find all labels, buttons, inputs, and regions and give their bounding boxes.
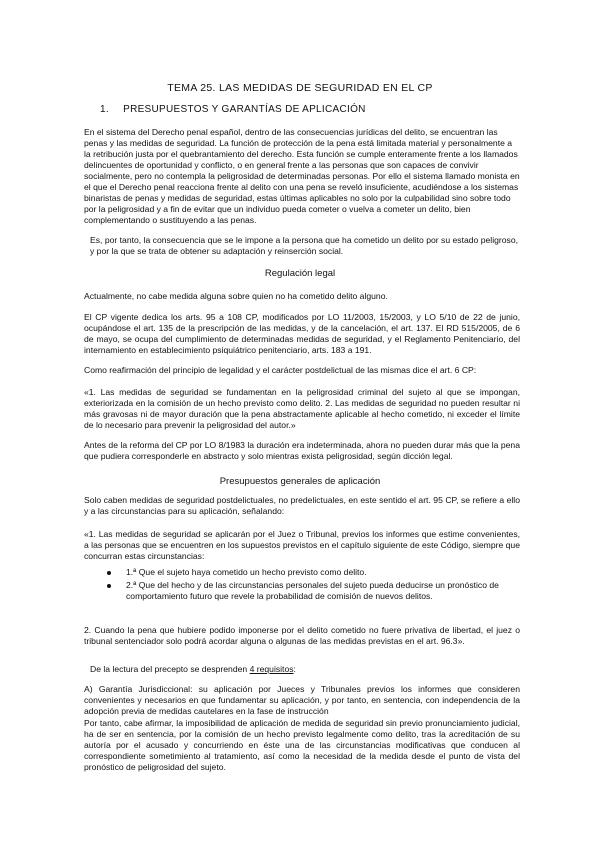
requisitos-colon: : [293, 664, 296, 674]
quote-art-95: «1. Las medidas de seguridad se aplicarán por el Juez o Tribunal, previos los informes que estime convenientes, a las personas que se encuentren en los supuestos previstos en el capítulo siguiente de este Código, siempre que concurran estas circunstancias: [84, 529, 520, 561]
paragraph-postdelictuales: Solo caben medidas de seguridad postdelictuales, no predelictuales, en este sentido el art. 95 CP, se refiere a ello y a las circunstancias para su aplicación, señalando: [84, 495, 520, 516]
paragraph-reforma: Antes de la reforma del CP por LO 8/1983 la duración era indeterminada, ahora no pueden durar más que la pena que pudiera corresponderle en abstracto y solo mientras exista peligrosidad, según dicción legal. [84, 440, 520, 461]
paragraph-cp-vigente: El CP vigente dedica los arts. 95 a 108 CP, modificados por LO 11/2003, 15/2003, y LO 5/10 de 22 de junio, ocupándose el art. 135 de la prescripción de las medidas, y de la cancelación, el art. 137. El RD 515/2005, de 6 de mayo, se ocupa del cumplimiento de determinadas medidas de seguridad, y el Reglamento Penitenciario, del internamiento en establecimiento psiquiátrico penitenciario, arts. 183 a 191. [84, 312, 520, 355]
paragraph-consecuencia: Es, por tanto, la consecuencia que se le impone a la persona que ha cometido un delito por su estado peligroso, y por la que se trata de obtener su adaptación y reinserción social. [90, 235, 518, 256]
requirements-list [104, 567, 504, 604]
section-heading [100, 104, 366, 115]
section-number: 1. [100, 104, 109, 115]
requisitos-count: 4 requisitos [249, 664, 294, 674]
list-item: 2.ª Que del hecho y de las circunstancias personales del sujeto pueda deducirse un pronóstico de comportamiento futuro que revele la probabilidad de comisión de nuevos delitos. [104, 580, 504, 602]
list-item: 1.ª Que el sujeto haya cometido un hecho previsto como delito. [104, 567, 504, 578]
document-title: TEMA 25. LAS MEDIDAS DE SEGURIDAD EN EL CP [167, 82, 433, 94]
quote-art-95-2: 2. Cuando la pena que hubiere podido imponerse por el delito cometido no fuere privativa de libertad, el juez o tribunal sentenciador solo podrá acordar alguna o algunas de las medidas previstas en el art. 96.3». [84, 625, 520, 646]
paragraph-reafirmacion: Como reafirmación del principio de legalidad y el carácter postdelictual de las mismas dice el art. 6 CP: [84, 365, 477, 375]
subheading-presupuestos: Presupuestos generales de aplicación [219, 476, 381, 487]
paragraph-requisitos [90, 664, 526, 675]
subheading-regulacion: Regulación legal [264, 268, 336, 279]
paragraph-garantia-jurisdiccional: A) Garantía Jurisdiccional: su aplicación por Jueces y Tribunales previos los informes que consideren convenientes y necesarios en que fundamentar su aplicación, y por tanto, en sentencia, con independencia de la adopción previa de medidas cautelares en la fase de instrucción [84, 684, 520, 716]
paragraph-actualmente: Actualmente, no cabe medida alguna sobre quien no ha cometido delito alguno. [84, 291, 388, 301]
section-title: PRESUPUESTOS Y GARANTÍAS DE APLICACIÓN [123, 104, 366, 115]
paragraph-conclusion: Por tanto, cabe afirmar, la imposibilidad de aplicación de medida de seguridad sin previo pronunciamiento judicial, ha de ser en sentencia, por la comisión de un hecho previsto legalmente como delito, tras la acreditación de su autoría por el acusado y concurriendo en éste una de las circunstancias modificativas que conducen al correspondiente sometimiento al tratamiento, así como la necesidad de la medida desde el punto de vista del pronóstico de peligrosidad del sujeto. [84, 718, 520, 772]
paragraph-intro: En el sistema del Derecho penal español, dentro de las consecuencias jurídicas del delito, se encuentran las penas y las medidas de seguridad. La función de protección de la pena está limitada material y personalmente a la retribución justa por el quebrantamiento del derecho. Esta función se cumple enteramente frente a los llamados delincuentes de oportunidad y conflicto, o en general frente a las personas que son capaces de convivir socialmente, pero no contempla la peligrosidad de determinadas personas. Por ello el sistema llamado monista en el que el Derecho penal reacciona frente al delito con una pena se reveló insuficiente, acudiéndose a los sistemas binaristas de penas y medidas de seguridad, estas últimas aplicables no solo por la culpabilidad sino sobre todo por la peligrosidad y a fin de evitar que un individuo pueda cometer o vuelva a cometer un delito, bien complementando o sustituyendo a las penas. [84, 127, 520, 225]
requisitos-lead: De la lectura del precepto se desprenden [90, 664, 250, 674]
quote-art-6: «1. Las medidas de seguridad se fundamentan en la peligrosidad criminal del sujeto al que se impongan, exteriorizada en la comisión de un hecho previsto como delito. 2. Las medidas de seguridad no pueden resultar ni más gravosas ni de mayor duración que la pena abstractamente aplicable al hecho cometido, ni exceder el límite de lo necesario para prevenir la peligrosidad del autor.» [84, 387, 520, 430]
